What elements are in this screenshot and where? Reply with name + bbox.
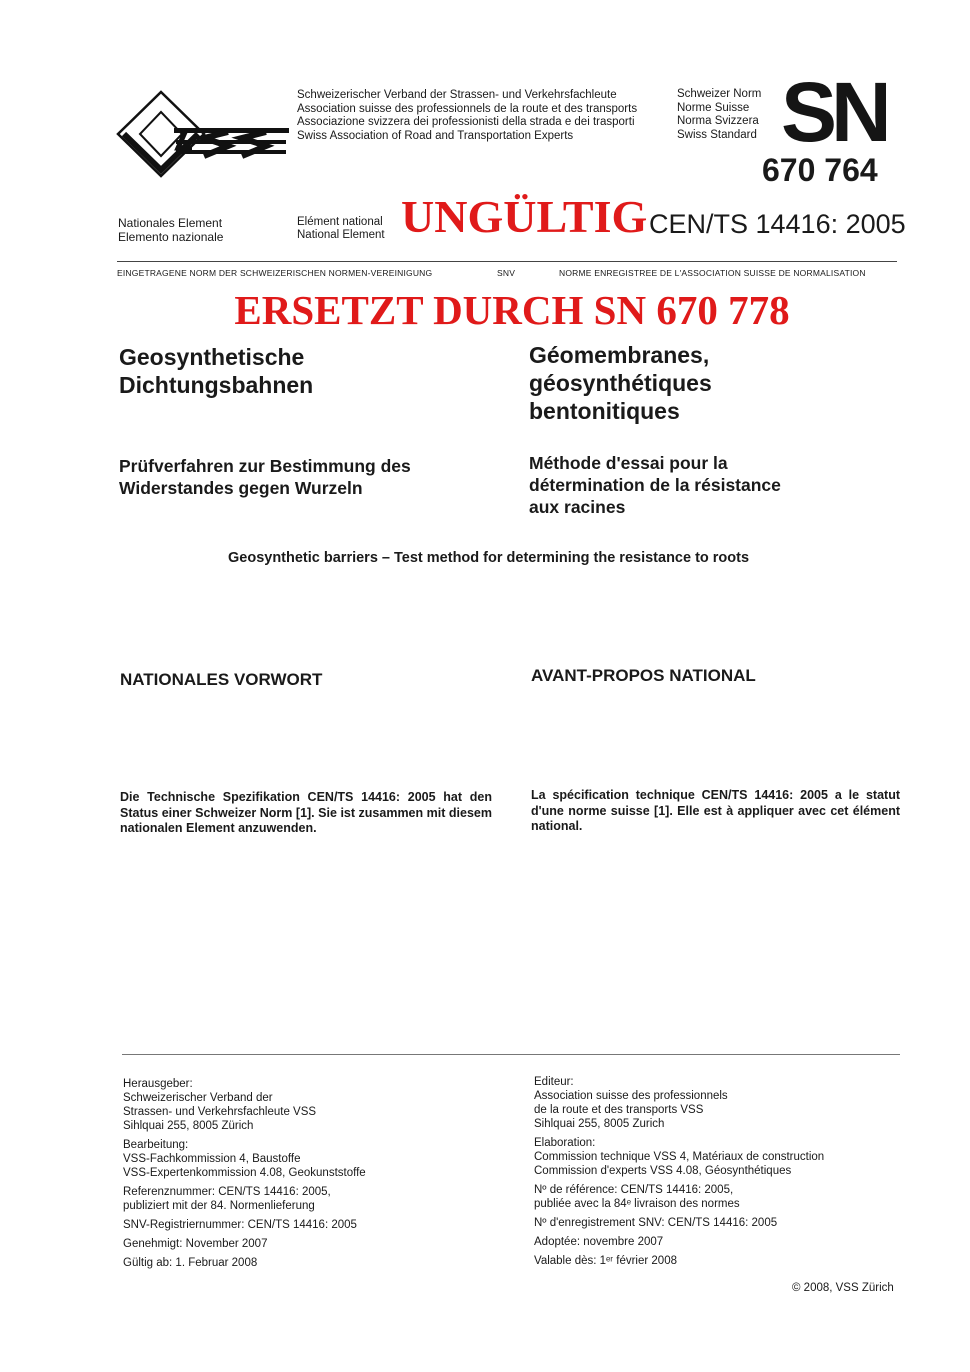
imprint-processing-fr <box>534 1136 824 1178</box>
imprint-reference-de <box>123 1185 366 1213</box>
imprint-snv-de: SNV-Registriernummer: CEN/TS 14416: 2005 <box>123 1219 357 1231</box>
imprint-valid-fr: Valable dès: 1ᵉʳ février 2008 <box>534 1255 677 1267</box>
title-en: Geosynthetic barriers – Test method for determining the resistance to roots <box>228 550 750 566</box>
national-element-fr-line: Elément national <box>297 216 383 228</box>
cen-reference: CEN/TS 14416: 2005 <box>649 209 906 239</box>
national-element-de-line: Nationales Element <box>118 216 223 230</box>
imprint-fr <box>534 1075 824 1273</box>
imprint-line: Sihlquai 255, 8005 Zürich <box>123 1120 254 1132</box>
registration-divider <box>117 261 897 262</box>
standard-name-en: Swiss Standard <box>677 128 757 141</box>
foreword-text-de: Die Technische Spezifikation CEN/TS 14416: 2005 hat den Status einer Schweizer Norm [1]. Sie ist zusammen mit diesem nationalen Element anzuwenden. <box>120 790 492 835</box>
org-name-fr: Association suisse des professionnels de la route et des transports <box>297 102 638 115</box>
imprint-approved-fr: Adoptée: novembre 2007 <box>534 1236 664 1248</box>
imprint-line: Sihlquai 255, 8005 Zurich <box>534 1118 665 1130</box>
national-element-fr <box>297 216 385 242</box>
vss-logo-graphic <box>116 90 291 180</box>
org-name-de: Schweizerischer Verband der Strassen- und Verkehrsfachleute <box>297 89 617 101</box>
copyright: © 2008, VSS Zürich <box>792 1282 894 1294</box>
subtitle-fr-line: aux racines <box>529 497 626 517</box>
imprint-publisher-fr <box>534 1075 824 1131</box>
sn-logo: SN <box>781 65 886 159</box>
title-de <box>119 343 313 399</box>
registration-text-snv: SNV <box>497 268 516 278</box>
imprint-line: Schweizerischer Verband der <box>123 1092 273 1104</box>
org-name-it: Associazione svizzera dei professionisti della strada e dei trasporti <box>297 116 635 128</box>
imprint-label: Bearbeitung: <box>123 1139 189 1151</box>
foreword-heading-fr: AVANT-PROPOS NATIONAL <box>531 666 756 685</box>
imprint-processing-de <box>123 1138 366 1180</box>
national-element-de <box>118 216 223 244</box>
imprint-approved-de: Genehmigt: November 2007 <box>123 1238 268 1250</box>
org-name-en: Swiss Association of Road and Transportation Experts <box>297 129 574 142</box>
title-fr <box>529 341 712 425</box>
title-fr-line: Géomembranes, <box>529 342 710 368</box>
title-de-line: Geosynthetische <box>119 344 305 370</box>
foreword-heading-de: NATIONALES VORWORT <box>120 670 323 689</box>
imprint-line: Commission d'experts VSS 4.08, Géosynthétiques <box>534 1165 792 1177</box>
standard-name-fr: Norme Suisse <box>677 101 750 114</box>
imprint-line: de la route et des transports VSS <box>534 1104 704 1116</box>
standard-names <box>677 88 761 142</box>
foreword-text-fr: La spécification technique CEN/TS 14416: 2005 a le statut d'une norme suisse [1]. Elle est à appliquer avec cet élément national. <box>531 788 900 833</box>
imprint-line: VSS-Expertenkommission 4.08, Geokunststoffe <box>123 1167 366 1179</box>
imprint-snv-fr: Nº d'enregistrement SNV: CEN/TS 14416: 2005 <box>534 1217 778 1229</box>
subtitle-de <box>119 455 411 499</box>
title-de-line: Dichtungsbahnen <box>119 372 314 398</box>
subtitle-fr <box>529 452 781 518</box>
imprint-line: Nº de référence: CEN/TS 14416: 2005, <box>534 1184 734 1196</box>
footer-divider <box>122 1054 900 1055</box>
subtitle-fr-line: détermination de la résistance <box>529 475 781 495</box>
standard-name-de: Schweizer Norm <box>677 88 762 100</box>
title-fr-line: géosynthétiques <box>529 370 712 396</box>
subtitle-fr-line: Méthode d'essai pour la <box>529 453 728 473</box>
imprint-line: publiée avec la 84ᵉ livraison des normes <box>534 1198 740 1210</box>
registration-text-de: EINGETRAGENE NORM DER SCHWEIZERISCHEN NORMEN-VEREINIGUNG <box>117 268 433 278</box>
imprint-line: Association suisse des professionnels <box>534 1090 728 1102</box>
subtitle-de-line: Widerstandes gegen Wurzeln <box>119 478 363 498</box>
sn-number: 670 764 <box>762 152 878 188</box>
imprint-de <box>123 1077 366 1275</box>
imprint-line: VSS-Fachkommission 4, Baustoffe <box>123 1153 301 1165</box>
imprint-label: Editeur: <box>534 1076 574 1088</box>
imprint-reference-fr <box>534 1183 824 1211</box>
imprint-line: Referenznummer: CEN/TS 14416: 2005, <box>123 1186 331 1198</box>
imprint-label: Elaboration: <box>534 1137 596 1149</box>
subtitle-de-line: Prüfverfahren zur Bestimmung des <box>119 456 411 476</box>
imprint-line: publiziert mit der 84. Normenlieferung <box>123 1200 315 1212</box>
replaced-stamp: ERSETZT DURCH SN 670 778 <box>234 287 790 333</box>
national-element-it-line: Elemento nazionale <box>118 230 224 244</box>
organization-names <box>297 89 637 143</box>
imprint-label: Herausgeber: <box>123 1078 193 1090</box>
imprint-valid-de: Gültig ab: 1. Februar 2008 <box>123 1257 258 1269</box>
imprint-publisher-de <box>123 1077 366 1133</box>
vss-logo <box>116 90 291 180</box>
invalid-stamp: UNGÜLTIG <box>401 191 648 242</box>
standard-name-it: Norma Svizzera <box>677 115 759 127</box>
national-element-en-line: National Element <box>297 229 385 241</box>
imprint-line: Strassen- und Verkehrsfachleute VSS <box>123 1106 317 1118</box>
imprint-line: Commission technique VSS 4, Matériaux de construction <box>534 1151 825 1163</box>
title-fr-line: bentonitiques <box>529 398 680 424</box>
registration-text-fr: NORME ENREGISTREE DE L'ASSOCIATION SUISSE DE NORMALISATION <box>559 268 866 278</box>
